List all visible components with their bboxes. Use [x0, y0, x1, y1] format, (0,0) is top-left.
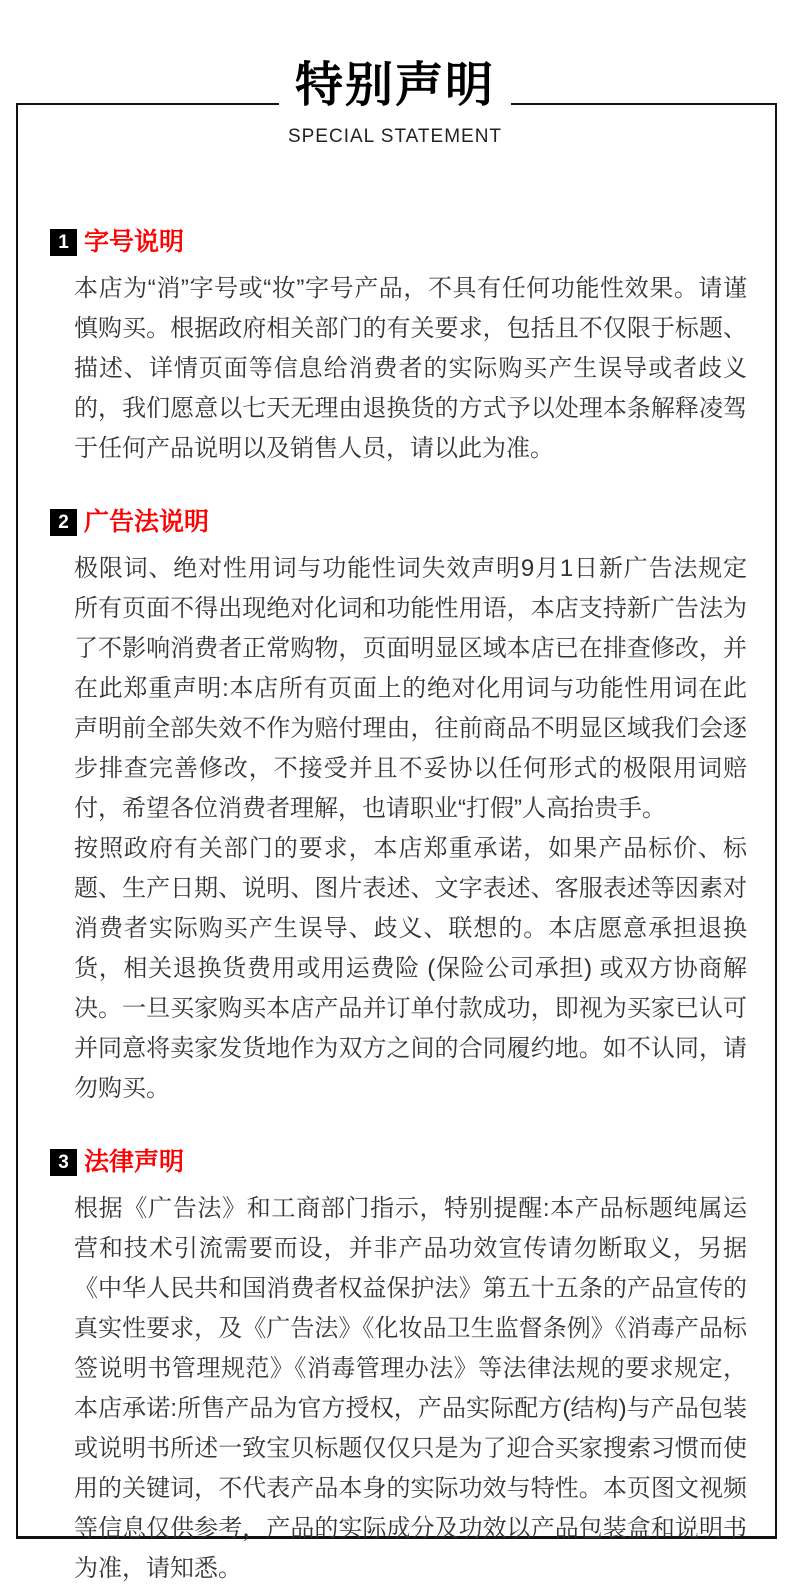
- section-body: [74, 269, 747, 469]
- section-heading: [50, 509, 747, 536]
- section-body: [74, 1189, 747, 1589]
- section-font-approval-note: [58, 228, 747, 469]
- page-title: 特别声明: [279, 62, 511, 110]
- paragraph: 极限词、绝对性用词与功能性词失效声明9月1日新广告法规定所有页面不得出现绝对化词和功能性用语，本店支持新广告法为了不影响消费者正常购物，页面明显区域本店已在排查修改，并在此郑重声明:本店所有页面上的绝对化用词与功能性用词在此声明前全部失效不作为赔付理由，往前商品不明显区域我们会逐步排查完善修改，不接受并且不妥协以任何形式的极限用词赔付，希望各位消费者理解，也请职业“打假”人高抬贵手。: [74, 555, 747, 822]
- statement-box: [16, 103, 777, 1582]
- page-subtitle: SPECIAL STATEMENT: [287, 126, 503, 147]
- section-number-badge: 1: [50, 229, 77, 256]
- section-title: 广告法说明: [84, 508, 210, 536]
- section-heading: [50, 1149, 747, 1176]
- section-body: [74, 549, 747, 1109]
- section-number-badge: 2: [50, 509, 77, 536]
- statement-box-content: [18, 105, 775, 1589]
- section-number-badge: 3: [50, 1149, 77, 1176]
- section-legal-note: [58, 1148, 747, 1589]
- section-heading: [50, 229, 747, 256]
- section-ad-law-note: [58, 508, 747, 1109]
- paragraph: 按照政府有关部门的要求，本店郑重承诺，如果产品标价、标题、生产日期、说明、图片表述、文字表述、客服表述等因素对消费者实际购买产生误导、歧义、联想的。本店愿意承担退换货，相关退换货费用或用运费险 (保险公司承担) 或双方协商解决。一旦买家购买本店产品并订单付款成功，即视为买家已认可并同意将卖家发货地作为双方之间的合同履约地。如不认同，请勿购买。: [74, 835, 747, 1102]
- section-title: 法律声明: [84, 1148, 185, 1176]
- paragraph: 本店为“消”字号或“妆”字号产品，不具有任何功能性效果。请谨慎购买。根据政府相关部门的有关要求，包括且不仅限于标题、描述、详情页面等信息给消费者的实际购买产生误导或者歧义的，我们愿意以七天无理由退换货的方式予以处理本条解释凌驾于任何产品说明以及销售人员，请以此为准。: [74, 275, 747, 462]
- paragraph: 根据《广告法》和工商部门指示，特别提醒:本产品标题纯属运营和技术引流需要而设，并非产品功效宣传请勿断取义，另据《中华人民共和国消费者权益保护法》第五十五条的产品宣传的真实性要求，及《广告法》《化妆品卫生监督条例》《消毒产品标签说明书管理规范》《消毒管理办法》等法律法规的要求规定，本店承诺:所售产品为官方授权，产品实际配方(结构)与产品包装或说明书所述一致宝贝标题仅仅只是为了迎合买家搜索习惯而使用的关键词，不代表产品本身的实际功效与特性。本页图文视频等信息仅供参考，产品的实际成分及功效以产品包装盒和说明书为准，请知悉。: [74, 1195, 747, 1582]
- section-title: 字号说明: [84, 228, 185, 256]
